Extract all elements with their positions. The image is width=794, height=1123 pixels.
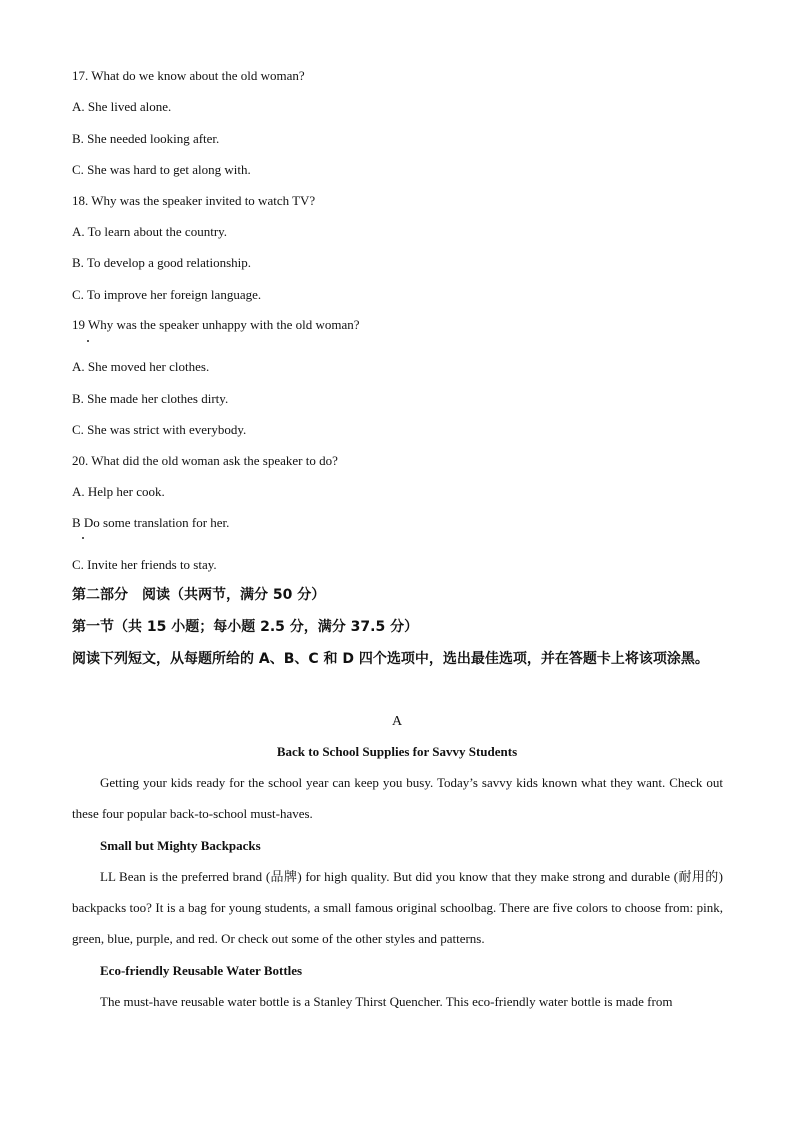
question-17-stem: 17. What do we know about the old woman? bbox=[72, 68, 305, 83]
section-text-backpacks bbox=[72, 861, 723, 954]
question-18-stem: 18. Why was the speaker invited to watch TV? bbox=[72, 193, 316, 208]
question-19-option-a: A. She moved her clothes. bbox=[72, 359, 210, 374]
water-bottles-paragraph: The must-have reusable water bottle is a Stanley Thirst Quencher. This eco-friendly water bottle is made from bbox=[100, 994, 673, 1009]
passage-intro-text: Getting your kids ready for the school year can keep you busy. Today’s savvy kids known what they want. Check out these four popular back-to-school must-haves. bbox=[72, 775, 723, 821]
question-19-stem: 19 Why was the speaker unhappy with the old woman? bbox=[72, 317, 360, 332]
stray-dot-mark bbox=[87, 340, 89, 342]
stray-dot-mark bbox=[82, 537, 84, 539]
question-18-option-c: C. To improve her foreign language. bbox=[72, 287, 262, 302]
question-20-option-a: A. Help her cook. bbox=[72, 484, 165, 499]
passage-letter: A bbox=[391, 714, 403, 729]
question-20-option-c: C. Invite her friends to stay. bbox=[72, 557, 217, 572]
question-19-option-b: B. She made her clothes dirty. bbox=[72, 391, 229, 406]
part-heading: 第二部分 阅读（共两节，满分 50 分） bbox=[72, 587, 326, 603]
section-instruction: 阅读下列短文，从每题所给的 A、B、C 和 D 四个选项中，选出最佳选项，并在答题卡上将该项涂黑。 bbox=[72, 651, 709, 667]
question-20-option-b: B Do some translation for her. bbox=[72, 515, 230, 530]
question-17-option-c: C. She was hard to get along with. bbox=[72, 162, 251, 177]
backpacks-paragraph: LL Bean is the preferred brand (品牌) for high quality. But did you know that they make strong and durable (耐用的) backpacks too? It is a bag for young students, a small famous original schoolbag. There are five colors to choose from: pink, green, blue, purple, and red. Or check out some of the other styles and patterns. bbox=[72, 869, 723, 946]
question-19-option-c: C. She was strict with everybody. bbox=[72, 422, 247, 437]
question-18-option-b: B. To develop a good relationship. bbox=[72, 255, 252, 270]
question-20-stem: 20. What did the old woman ask the speaker to do? bbox=[72, 453, 338, 468]
section-text-water-bottles bbox=[72, 986, 723, 1017]
section-heading-backpacks: Small but Mighty Backpacks bbox=[100, 838, 261, 853]
section-heading-water-bottles: Eco-friendly Reusable Water Bottles bbox=[100, 963, 303, 978]
question-17-option-a: A. She lived alone. bbox=[72, 99, 172, 114]
section-sub-heading: 第一节（共 15 小题；每小题 2.5 分，满分 37.5 分） bbox=[72, 619, 419, 635]
question-18-option-a: A. To learn about the country. bbox=[72, 224, 228, 239]
passage-intro bbox=[72, 767, 723, 829]
passage-title: Back to School Supplies for Savvy Students bbox=[276, 744, 518, 759]
question-17-option-b: B. She needed looking after. bbox=[72, 131, 220, 146]
